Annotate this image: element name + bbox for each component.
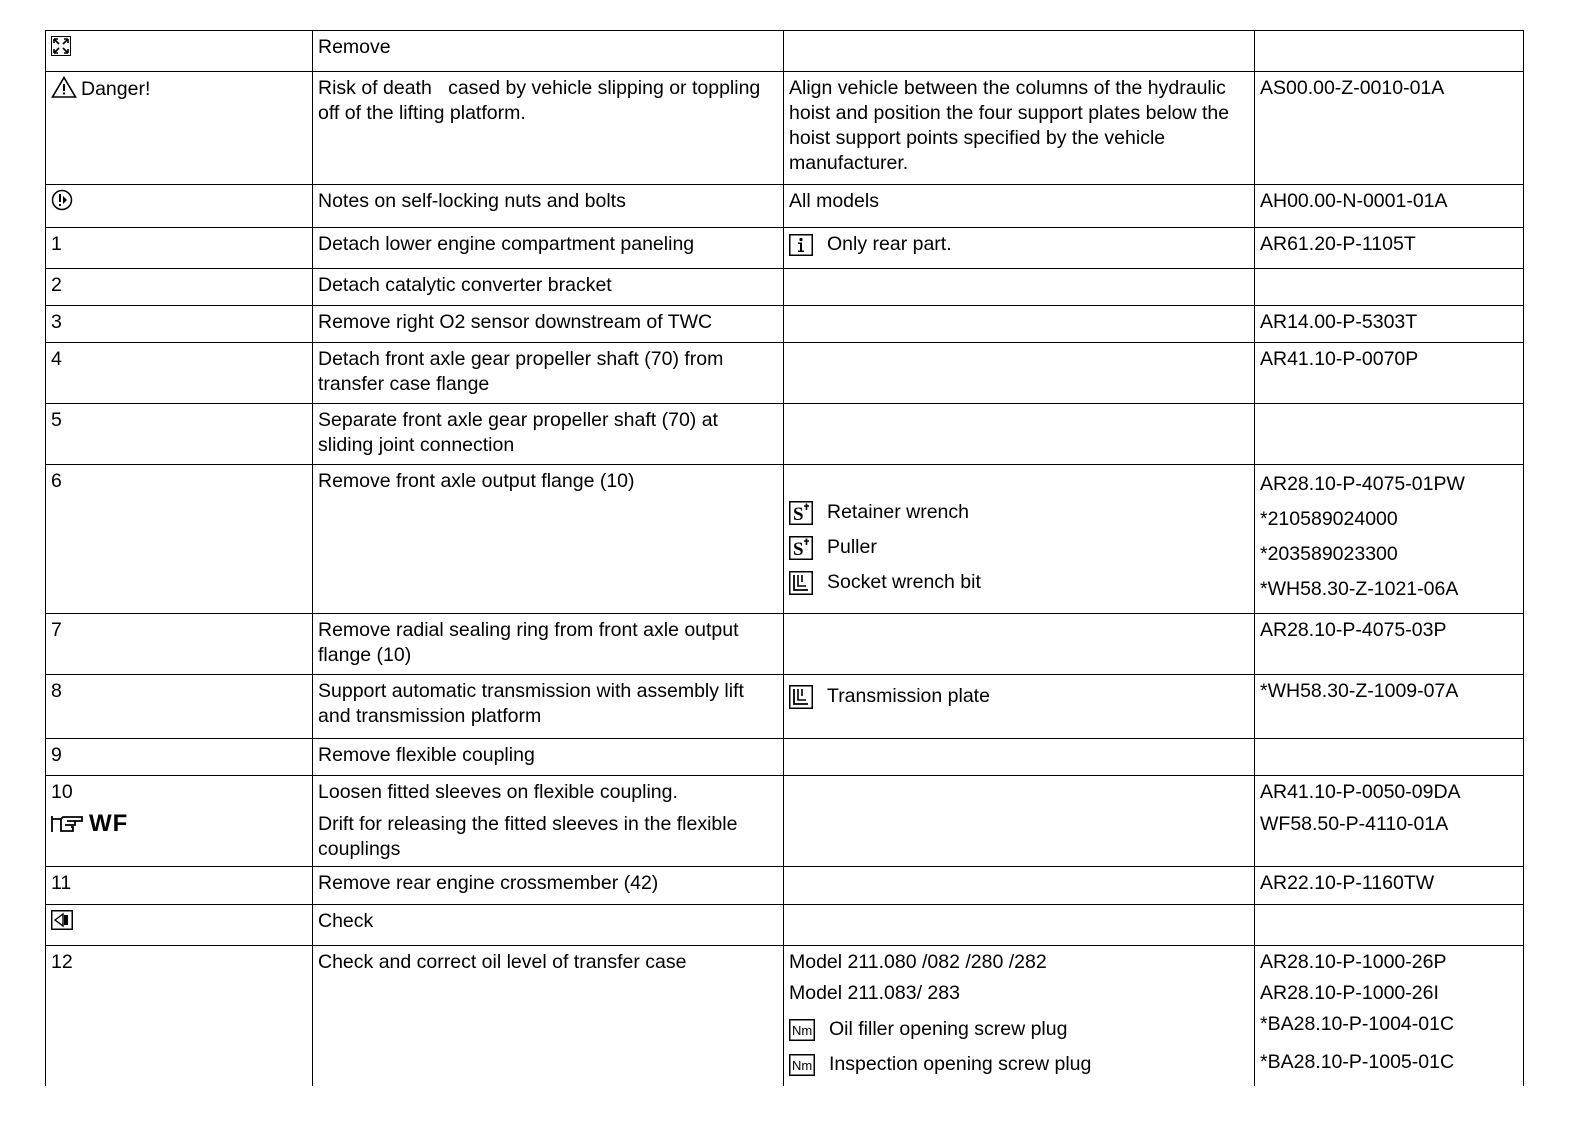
table-row <box>46 867 1524 905</box>
torque-icon <box>789 1019 815 1041</box>
step-text: Support automatic transmission with assembly lift and transmission platform <box>313 675 784 739</box>
table-row <box>46 185 1524 228</box>
workshop-equipment <box>51 811 307 836</box>
notes-text: Notes on self-locking nuts and bolts <box>313 185 784 228</box>
step-ref: AR28.10-P-4075-03P <box>1255 614 1524 675</box>
info-icon <box>789 234 813 256</box>
step-number: 5 <box>46 404 313 465</box>
commercial-tool-icon <box>789 685 813 709</box>
step-text: Detach lower engine compartment paneling <box>313 228 784 269</box>
tool-item <box>789 679 1249 714</box>
table-row <box>46 776 1524 867</box>
step-ref: AR61.20-P-1105T <box>1255 228 1524 269</box>
table-row <box>46 739 1524 776</box>
tool-ref: *203589023300 <box>1260 543 1398 565</box>
special-tool-icon <box>789 536 813 560</box>
danger-note: Align vehicle between the columns of the hydraulic hoist and position the four support plates below the hoist support points specified by the vehicle manufacturer. <box>784 72 1255 185</box>
tool-item <box>789 495 1249 530</box>
step-number: 6 <box>46 465 313 614</box>
step-number: 1 <box>46 228 313 269</box>
step-ref-secondary: WF58.50-P-4110-01A <box>1260 813 1449 835</box>
step-number: 8 <box>46 675 313 739</box>
step-number: 10 <box>51 781 73 803</box>
torque-label: Oil filler opening screw plug <box>829 1018 1068 1040</box>
danger-ref: AS00.00-Z-0010-01A <box>1255 72 1524 185</box>
step-number: 4 <box>46 343 313 404</box>
warning-triangle-icon <box>51 76 77 98</box>
step-text: Remove rear engine crossmember (42) <box>313 867 784 905</box>
check-icon <box>51 910 73 930</box>
torque-item <box>789 1012 1249 1047</box>
section-title: Remove <box>313 31 784 72</box>
table-row <box>46 946 1524 1087</box>
step-text: Loosen fitted sleeves on flexible coupling. <box>318 781 678 803</box>
wf-label: WF <box>89 810 129 837</box>
special-tool-icon <box>789 501 813 525</box>
tool-ref: *WH58.30-Z-1021-06A <box>1260 578 1459 600</box>
torque-icon-label: Nm <box>792 1057 813 1073</box>
remove-icon <box>51 36 71 56</box>
step-text: Remove right O2 sensor downstream of TWC <box>313 306 784 343</box>
torque-label: Inspection opening screw plug <box>829 1053 1092 1075</box>
step-text: Remove flexible coupling <box>313 739 784 776</box>
step-text: Remove front axle output flange (10) <box>313 465 784 614</box>
tool-item <box>789 565 1249 600</box>
step-ref: AR41.10-P-0050-09DA <box>1260 781 1461 803</box>
torque-ref: *BA28.10-P-1005-01C <box>1260 1051 1455 1073</box>
tool-ref: *210589024000 <box>1260 508 1398 530</box>
step-ref: AR28.10-P-4075-01PW <box>1260 473 1465 495</box>
step-ref: AR41.10-P-0070P <box>1255 343 1524 404</box>
svg-text:S: S <box>793 538 804 560</box>
step-ref: AR28.10-P-1000-26P <box>1260 951 1447 973</box>
step-number: 9 <box>46 739 313 776</box>
torque-item <box>789 1047 1249 1082</box>
table-row <box>46 269 1524 306</box>
commercial-tool-icon <box>789 571 813 595</box>
danger-text-a: Risk of death <box>318 77 432 99</box>
svg-text:S: S <box>793 503 804 525</box>
danger-label: Danger! <box>81 78 151 100</box>
step-note: Only rear part. <box>827 233 952 255</box>
table-row <box>46 905 1524 946</box>
table-row <box>46 306 1524 343</box>
pointing-hand-icon <box>51 813 85 835</box>
table-row <box>46 465 1524 614</box>
step-text: Detach front axle gear propeller shaft (70) from transfer case flange <box>313 343 784 404</box>
table-row <box>46 31 1524 72</box>
tool-label: Socket wrench bit <box>827 571 981 593</box>
step-number: 2 <box>46 269 313 306</box>
step-ref: AR22.10-P-1160TW <box>1255 867 1524 905</box>
procedure-sheet <box>45 30 1523 1086</box>
tool-label: Transmission plate <box>827 685 990 707</box>
model-line: Model 211.080 /082 /280 /282 <box>789 951 1047 973</box>
step-number: 12 <box>46 946 313 1087</box>
table-row <box>46 228 1524 269</box>
tool-label: Retainer wrench <box>827 501 969 523</box>
step-text-secondary: Drift for releasing the fitted sleeves in the flexible couplings <box>318 813 738 860</box>
model-line: Model 211.083/ 283 <box>789 982 960 1004</box>
notes-note: All models <box>784 185 1255 228</box>
table-row <box>46 614 1524 675</box>
notes-ref: AH00.00-N-0001-01A <box>1255 185 1524 228</box>
step-text: Detach catalytic converter bracket <box>313 269 784 306</box>
section-title: Check <box>313 905 784 946</box>
torque-ref: *BA28.10-P-1004-01C <box>1260 1013 1455 1035</box>
step-ref: AR14.00-P-5303T <box>1255 306 1524 343</box>
step-number: 3 <box>46 306 313 343</box>
table-row <box>46 343 1524 404</box>
table-row <box>46 404 1524 465</box>
notes-circle-icon <box>51 189 73 211</box>
table-row <box>46 675 1524 739</box>
table-row <box>46 72 1524 185</box>
step-number: 11 <box>46 867 313 905</box>
tool-label: Puller <box>827 536 877 558</box>
procedure-table <box>45 30 1524 1086</box>
danger-text-b: cased by vehicle slipping or toppling off of the lifting platform. <box>318 77 761 124</box>
step-text: Separate front axle gear propeller shaft (70) at sliding joint connection <box>313 404 784 465</box>
torque-icon-label: Nm <box>792 1022 813 1038</box>
step-ref: *WH58.30-Z-1009-07A <box>1255 675 1524 739</box>
step-text: Remove radial sealing ring from front axle output flange (10) <box>313 614 784 675</box>
step-number: 7 <box>46 614 313 675</box>
torque-icon <box>789 1054 815 1076</box>
step-ref: AR28.10-P-1000-26I <box>1260 982 1439 1004</box>
tool-item <box>789 530 1249 565</box>
step-text: Check and correct oil level of transfer case <box>313 946 784 1087</box>
